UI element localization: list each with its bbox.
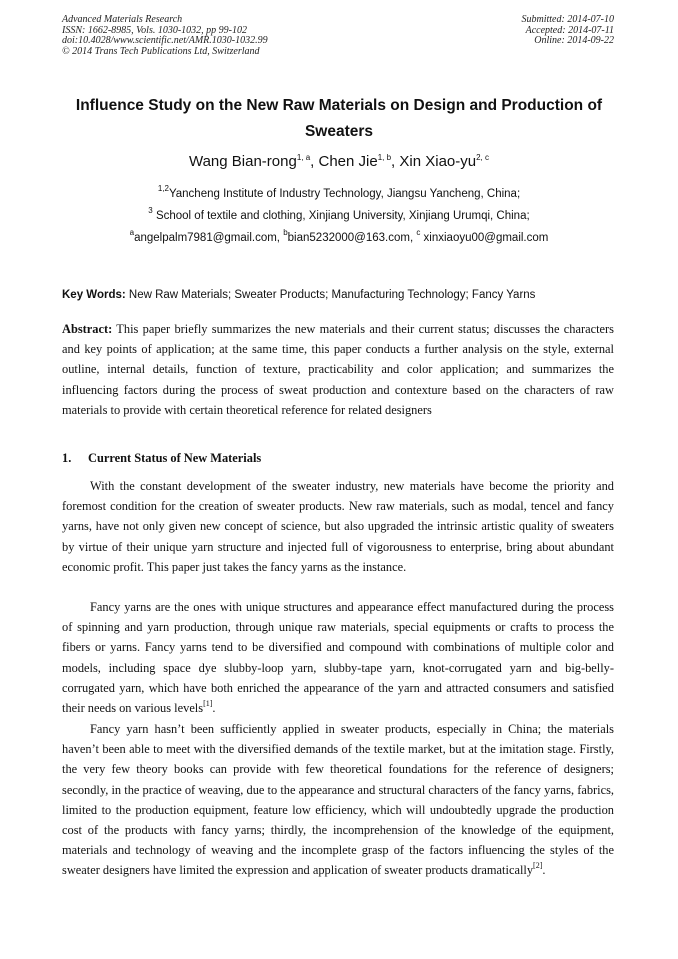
accepted-date: Accepted: 2014-07-11 (525, 24, 614, 36)
author-list (0, 152, 678, 172)
section-heading (62, 450, 261, 466)
email-address: angelpalm7981@gmail.com, (134, 232, 284, 244)
affiliation-2 (0, 206, 678, 223)
affiliation-mark: 3 (148, 206, 153, 215)
affiliation-mark: 1,2 (157, 184, 169, 193)
affiliation-text: Yancheng Institute of Industry Technology, Jiangsu Yancheng, China; (168, 188, 521, 200)
section-number: 1. (62, 451, 72, 465)
author-separator: , (391, 153, 400, 170)
citation-ref: [1] (203, 699, 213, 709)
paragraph-end: . (542, 863, 546, 878)
journal-issn: ISSN: 1662-8985, Vols. 1030-1032, pp 99-102 (62, 24, 247, 36)
paper-title: Influence Study on the New Raw Materials on Design and Production of Sweaters (75, 97, 603, 140)
journal-name: Advanced Materials Research (62, 14, 183, 25)
email-mark: a (129, 228, 135, 237)
author-name: Xin Xiao-yu (399, 153, 477, 170)
keywords-text: New Raw Materials; Sweater Products; Manufacturing Technology; Fancy Yarns (125, 289, 536, 301)
author-name: Chen Jie (318, 153, 378, 170)
publication-dates (522, 15, 615, 47)
abstract (62, 319, 614, 420)
author-separator: , (310, 153, 319, 170)
keywords-label: Key Words: (62, 289, 126, 301)
citation-ref: [2] (533, 861, 543, 871)
journal-doi: doi:10.4028/www.scientific.net/AMR.1030-1032.99 (62, 35, 268, 46)
online-date: Online: 2014-09-22 (534, 35, 614, 46)
email-address: bian5232000@163.com, (287, 232, 417, 244)
body-paragraph-1 (62, 476, 614, 577)
body-paragraph-2 (62, 597, 614, 718)
submitted-date: Submitted: 2014-07-10 (521, 14, 614, 25)
paragraph-text: Fancy yarns are the ones with unique structures and appearance effect manufactured during the process of spinning and yarn production, through unique raw materials, special equipments or crafts to process the fibers or yarns. Fancy yarns tend to be diversified and compound with combinations of multiple color and models, including space dye slubby-loop yarn, slubby-tape yarn, knot-corrugated yarn and big-belly-corrugated yarn, which have both enriched the appearance of the yarn and attracted consumers and satisfied their needs on various levels (62, 600, 614, 716)
paragraph-text: With the constant development of the sweater industry, new materials have become the priority and foremost condition for the creation of sweater products. New raw materials, such as modal, tencel and fancy yarns, have not only given new concept of science, but also upgraded the intrinsic artistic quality of sweaters by virtue of their unique yarn structure and injected full of vigorousness to enterprise, bring about abundant economic profit. This paper just takes the fancy yarns as the instance. (62, 479, 614, 574)
author-affiliation-mark: 1, a (296, 153, 311, 162)
author-affiliation-mark: 1, b (377, 153, 392, 162)
author-affiliation-mark: 2, c (476, 153, 490, 162)
email-mark: b (283, 228, 288, 237)
section-title: Current Status of New Materials (88, 451, 262, 465)
abstract-label: Abstract: (62, 322, 113, 336)
email-mark: c (416, 228, 421, 237)
email-address: xinxiaoyu00@gmail.com (420, 232, 549, 244)
journal-info (62, 15, 268, 57)
journal-copyright: © 2014 Trans Tech Publications Ltd, Switzerland (62, 45, 260, 57)
affiliation-text: School of textile and clothing, Xinjiang University, Xinjiang Urumqi, China; (152, 210, 530, 222)
author-emails (0, 228, 678, 245)
abstract-text: This paper briefly summarizes the new materials and their current status; discusses the characters and key points of application; at the same time, this paper conducts a further analysis on the style, external outline, internal details, function of texture, practicability and color application; and summarizes the influencing factors during the process of sweat production and contexture based on the characters of raw materials to provide with certain theoretical reference for related designers (62, 322, 614, 417)
keywords (62, 288, 622, 302)
body-paragraph-3 (62, 719, 614, 881)
paragraph-end: . (212, 701, 216, 716)
author-name: Wang Bian-rong (188, 153, 297, 170)
affiliation-1 (0, 184, 678, 201)
paragraph-text: Fancy yarn hasn’t been sufficiently applied in sweater products, especially in China; the materials haven’t been able to meet with the diversified demands of the textile market, but at the imitation stage. Firstly, the very few theory books can provide with few theoretical foundations for the reference of designers; secondly, in the practice of weaving, due to the appearance and structural characters of the fancy yarns, fabrics, limited to the production equipment, feature low efficiency, which will undoubtedly upgrade the production cost of the products with fancy yarns; thirdly, the incomprehension of the knowledge of the equipment, materials and technology of weaving and the incomplete grasp of the factors influencing the styles of the sweater designers have limited the expression and application of sweater products dramatically (62, 722, 614, 878)
